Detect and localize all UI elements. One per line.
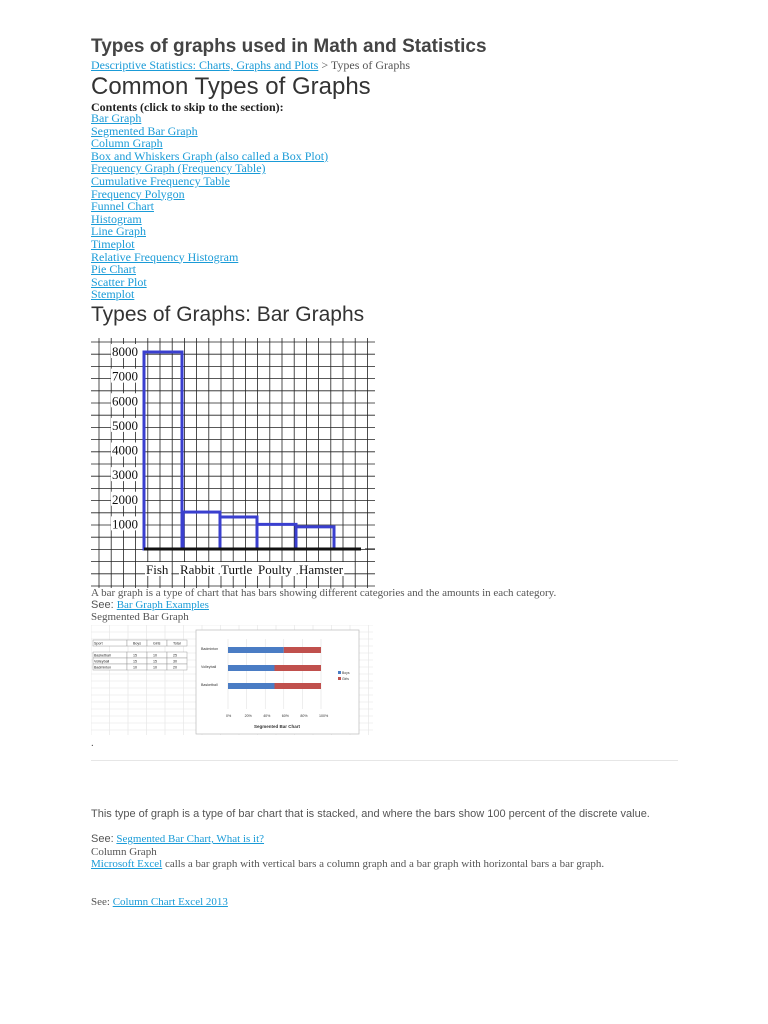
table-cell-text: 10 [153, 653, 157, 658]
table-cell-text: 15 [133, 659, 137, 664]
segment-bar [228, 683, 275, 689]
x-tick-label: 0% [226, 714, 232, 718]
table-cell-text: Volleyball [94, 659, 110, 664]
toc-link[interactable]: Box and Whiskers Graph (also called a Box Plot) [91, 148, 329, 163]
y-tick-label: 3000 [112, 467, 138, 483]
toc-link[interactable]: Histogram [91, 211, 142, 226]
see-label-2: See: [91, 833, 114, 845]
segment-bar [228, 647, 284, 653]
x-tick-label: Fish [146, 562, 169, 577]
y-tick-label: 1000 [112, 516, 138, 532]
table-cell [127, 658, 147, 664]
excel-description: calls a bar graph with vertical bars a column graph and a bar graph with horizontal bars a bar graph. [164, 858, 605, 870]
microsoft-excel-link[interactable]: Microsoft Excel [91, 858, 163, 870]
table-cell-text: Boys [133, 641, 141, 646]
y-tick-label: 2000 [112, 491, 138, 507]
segment-bar [275, 665, 322, 671]
toc-link[interactable]: Segmented Bar Graph [91, 123, 198, 138]
segment-bar [284, 647, 321, 653]
table-cell-text: Basketball [94, 653, 111, 658]
see-segmented [91, 833, 264, 845]
category-label: Basketball [201, 683, 218, 687]
table-cell-text: 10 [133, 665, 137, 670]
stacked-description: This type of graph is a type of bar chart that is stacked, and where the bars show 100 percent of the discrete value. [91, 808, 650, 820]
table-cell-text: 10 [153, 665, 157, 670]
breadcrumb-link[interactable]: Descriptive Statistics: Charts, Graphs and Plots [91, 58, 319, 72]
legend-label: Boys [342, 671, 350, 675]
y-tick-label: 7000 [112, 368, 138, 384]
table-cell [127, 664, 147, 670]
breadcrumb-current: Types of Graphs [330, 58, 411, 72]
segmented-bar-chart [91, 625, 373, 735]
legend-label: Girls [342, 677, 349, 681]
column-chart-excel-link[interactable]: Column Chart Excel 2013 [112, 896, 228, 908]
bar-chart [91, 338, 375, 588]
table-cell-text: 15 [153, 659, 157, 664]
segmented-bar-chart-link[interactable]: Segmented Bar Chart, What is it? [116, 833, 265, 845]
toc-link[interactable]: Bar Graph [91, 111, 142, 125]
table-cell-text: Badminton [94, 665, 112, 670]
see-label: See: [91, 599, 114, 611]
bar [296, 527, 334, 549]
breadcrumb [91, 58, 410, 73]
table-cell-text: Sport [94, 641, 103, 646]
excel-description-line [91, 858, 604, 870]
y-tick-label: 4000 [112, 442, 138, 458]
table-cell [147, 658, 167, 664]
bar-graph-examples-link[interactable]: Bar Graph Examples [116, 599, 209, 611]
see-bar-examples [91, 599, 209, 611]
breadcrumb-separator: > [321, 58, 329, 72]
x-tick-label: Rabbit [180, 562, 215, 577]
table-cell [127, 652, 147, 658]
toc-link[interactable]: Stemplot [91, 287, 135, 302]
toc-link[interactable]: Frequency Graph (Frequency Table) [91, 161, 266, 176]
toc-link[interactable]: Relative Frequency Histogram [91, 249, 239, 264]
table-cell-text: Total [173, 641, 181, 646]
y-tick-label: 5000 [112, 417, 138, 433]
contents-label: Contents (click to skip to the section): [91, 100, 284, 114]
toc-link[interactable]: Scatter Plot [91, 274, 147, 289]
toc-link[interactable]: Cumulative Frequency Table [91, 173, 230, 188]
bar [183, 512, 220, 549]
x-tick-label: 100% [319, 714, 329, 718]
segment-bar [228, 665, 275, 671]
table-cell-text: 30 [173, 659, 177, 664]
chart-frame [196, 630, 359, 734]
x-tick-label: 60% [281, 714, 290, 718]
table-cell-text: 20 [173, 665, 177, 670]
dot: . [91, 737, 94, 749]
column-graph-heading: Column Graph [91, 846, 157, 858]
legend-swatch [338, 671, 341, 674]
x-tick-label: Poulty [258, 562, 292, 577]
table-cell [147, 652, 167, 658]
legend-swatch [338, 677, 341, 680]
toc-link[interactable]: Frequency Polygon [91, 186, 185, 201]
segmented-bar-graph-heading: Segmented Bar Graph [91, 611, 189, 623]
common-types-heading: Common Types of Graphs [91, 73, 371, 100]
bar [144, 352, 182, 549]
bar [220, 517, 257, 549]
x-tick-label: 40% [263, 714, 271, 718]
toc-link[interactable]: Column Graph [91, 136, 163, 151]
toc-link[interactable]: Funnel Chart [91, 199, 154, 214]
table-cell [167, 658, 187, 664]
bar [257, 524, 296, 549]
see-column-chart [91, 896, 228, 908]
toc-link[interactable]: Line Graph [91, 224, 146, 239]
category-label: Badminton [201, 647, 219, 651]
x-tick-label: 20% [244, 714, 252, 718]
table-of-contents [91, 112, 328, 301]
category-label: Volleyball [201, 665, 217, 669]
bar-description: A bar graph is a type of chart that has bars showing different categories and the amounts in each category. [91, 587, 557, 599]
toc-link[interactable]: Timeplot [91, 236, 135, 251]
y-tick-label: 8000 [112, 344, 138, 359]
table-cell [147, 664, 167, 670]
x-tick-label: Hamster [299, 562, 344, 577]
table-cell-text: 15 [133, 653, 137, 658]
page-title: Types of graphs used in Math and Statistics [91, 36, 487, 57]
chart-title: Segmented Bar Chart [253, 724, 301, 729]
x-tick-label: Turtle [221, 562, 253, 577]
segment-bar [275, 683, 322, 689]
see-label-3: See: [91, 896, 110, 908]
table-cell-text: 25 [173, 653, 177, 658]
table-cell [167, 652, 187, 658]
divider [91, 760, 678, 761]
table-cell [167, 664, 187, 670]
table-cell-text: Girls [153, 641, 161, 646]
y-tick-label: 6000 [112, 393, 138, 409]
x-tick-label: 80% [300, 714, 308, 718]
toc-link[interactable]: Pie Chart [91, 262, 136, 277]
bar-graphs-heading: Types of Graphs: Bar Graphs [91, 303, 365, 326]
